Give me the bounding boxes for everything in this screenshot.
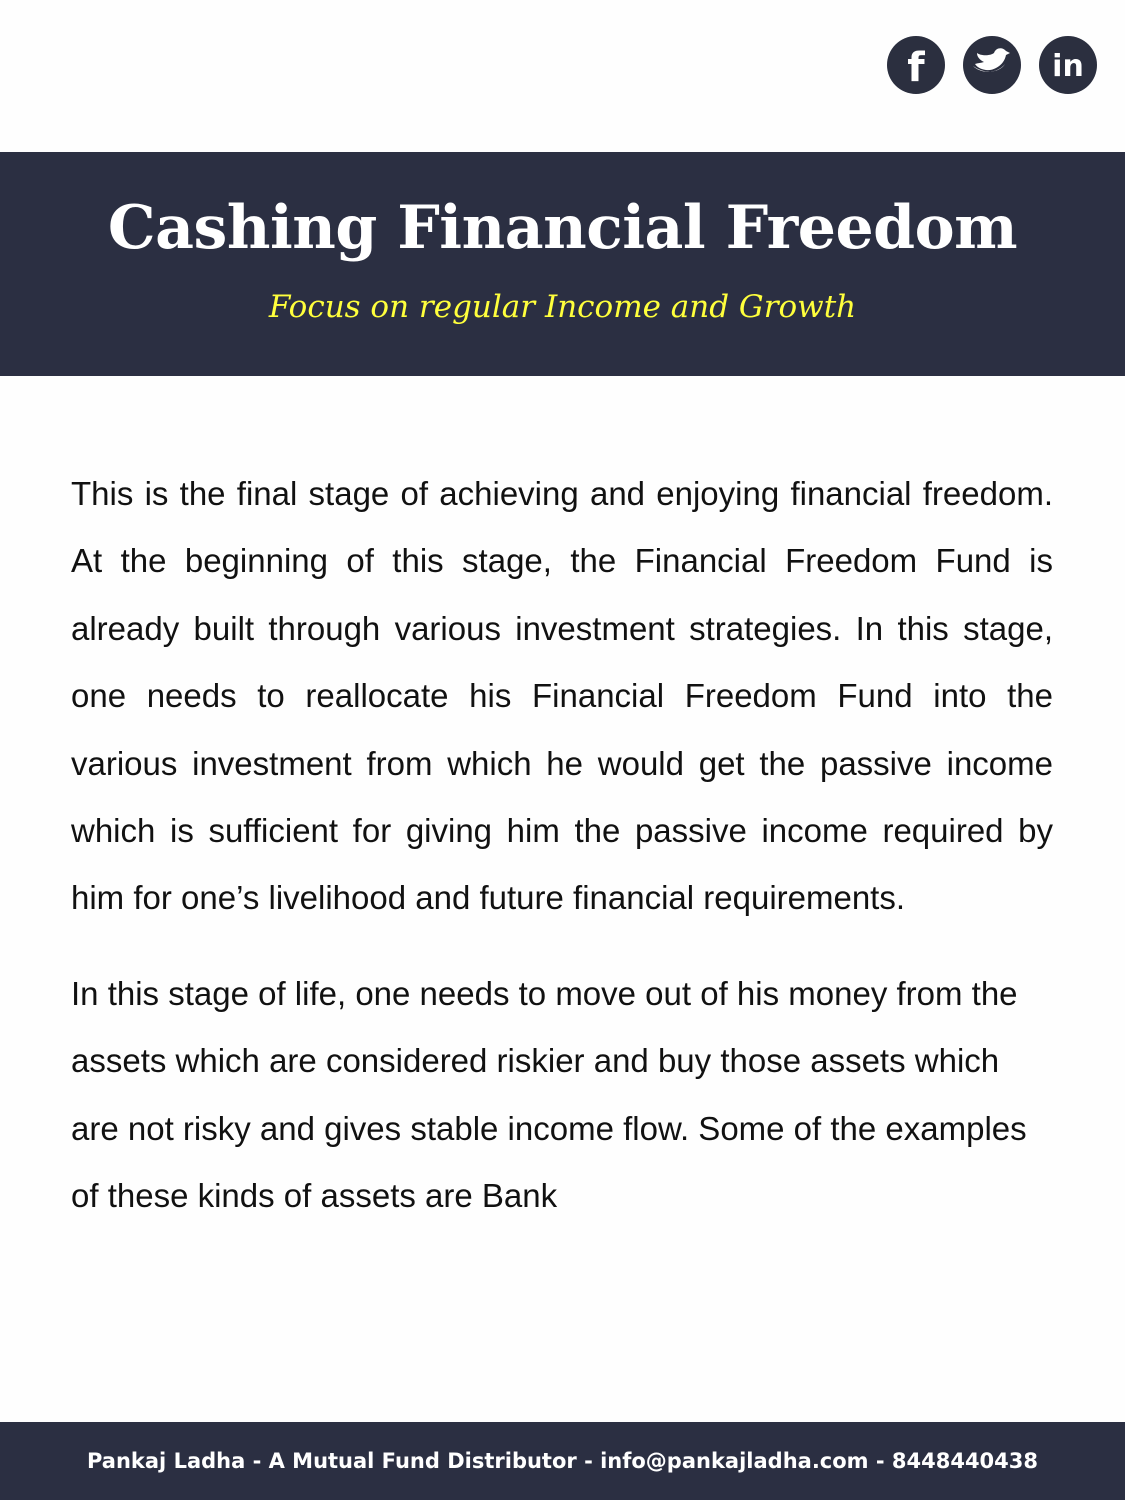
page-title: Cashing Financial Freedom bbox=[107, 193, 1018, 263]
article-body bbox=[71, 460, 1053, 1257]
linkedin-letters: in bbox=[1052, 49, 1084, 84]
paragraph: This is the final stage of achieving and enjoying financial freedom. At the beginning of this stage, the Financial Freedom Fund is already built through various investment strategies. In this stage, one needs to reallocate his Financial Freedom Fund into the various investment from which he would get the passive income which is sufficient for giving him the passive income required by him for one’s livelihood and future financial requirements. bbox=[71, 475, 1053, 917]
facebook-icon[interactable] bbox=[887, 36, 945, 94]
facebook-letter: f bbox=[907, 45, 925, 91]
twitter-icon[interactable] bbox=[963, 36, 1021, 94]
footer-contact: Pankaj Ladha - A Mutual Fund Distributor - info@pankajladha.com - 8448440438 bbox=[86, 1449, 1039, 1473]
paragraph: In this stage of life, one needs to move out of his money from the assets which are considered riskier and buy those assets which are not risky and gives stable income flow. Some of the examples of these kinds of assets are Bank bbox=[71, 974, 1027, 1215]
social-links bbox=[887, 36, 1097, 94]
page-subtitle: Focus on regular Income and Growth bbox=[268, 289, 857, 325]
linkedin-icon[interactable] bbox=[1039, 36, 1097, 94]
